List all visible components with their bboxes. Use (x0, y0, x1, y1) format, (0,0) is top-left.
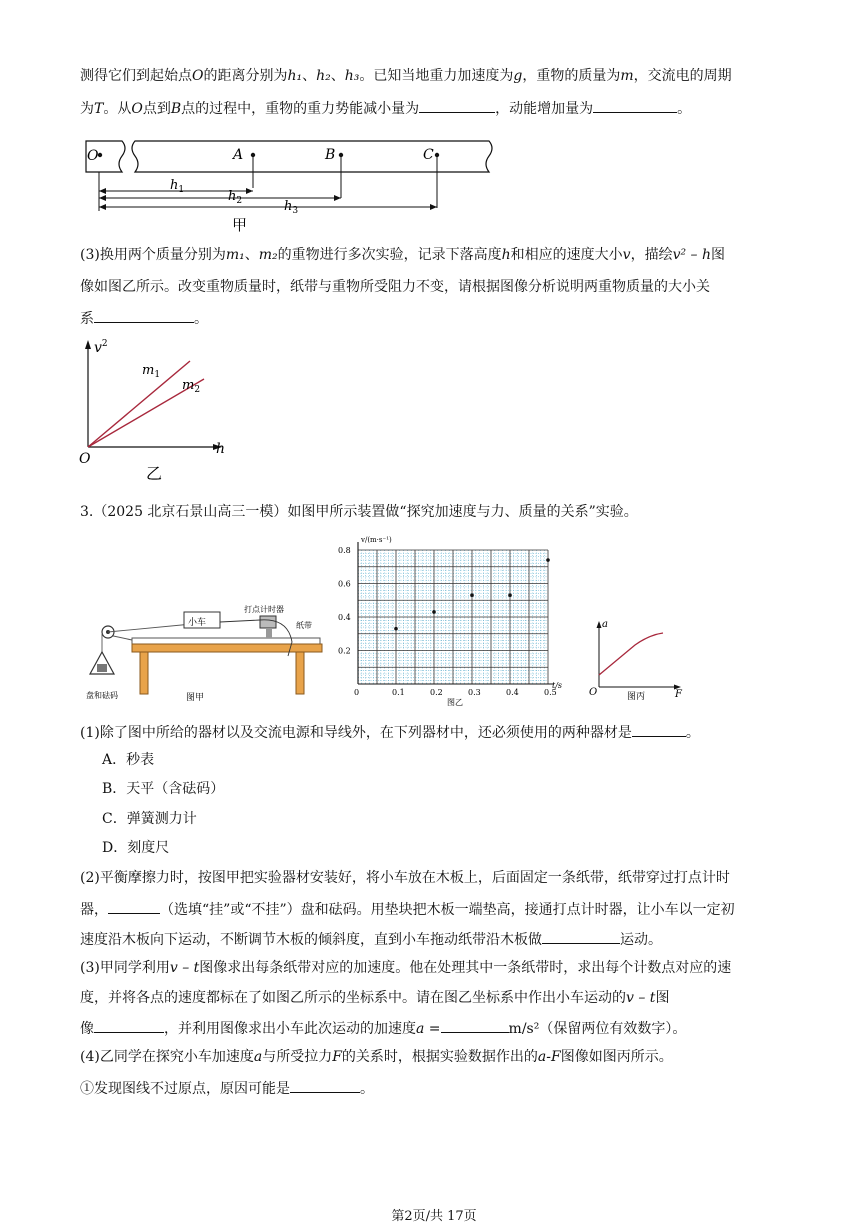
cart-label: 小车 (188, 618, 207, 628)
vt-chart (336, 532, 561, 707)
data-point (508, 593, 512, 597)
page-footer: 第2页/共 17页 (391, 1209, 477, 1224)
y-axis-label: v/(m·s⁻¹) (361, 536, 392, 544)
yi-caption: 乙 (146, 464, 163, 483)
option-B[interactable]: B．天平（含砝码） (102, 781, 225, 797)
tape-label-C: C (423, 147, 434, 163)
q2-text-line2: 为T。从O点到B点的过程中，重物的重力势能减小量为 ，动能增加量为 。 (80, 97, 691, 119)
aF-origin: O (589, 687, 598, 698)
aF-graph (585, 615, 685, 705)
answer-blank-hang[interactable] (108, 898, 160, 914)
tape-label-A: A (233, 147, 244, 163)
data-point (394, 627, 398, 631)
apparatus-caption: 图甲 (186, 693, 205, 703)
x-tick-label: 0 (354, 688, 360, 697)
tape-label-h3: $h_3$ (284, 199, 299, 216)
p3-q2-line3: 速度沿木板向下运动，不断调节木板的倾斜度，直到小车拖动纸带沿木板做 运动。 (80, 928, 662, 950)
apparatus-figure (86, 602, 331, 702)
x-axis-label: t/s (552, 681, 563, 690)
p3-q2-line2: 器， （选填“挂”或“不挂”）盘和砝码。用垫块把木板一端垫高，接通打点计时器，让小车以一定初 (80, 898, 735, 920)
p3-q3-line3: 像 ，并利用图像求出小车此次运动的加速度a = m/s²（保留两位有效数字）。 (80, 1017, 686, 1039)
v2-h-graph (76, 335, 236, 485)
answer-blank-motion[interactable] (542, 928, 620, 944)
tape-label-h2: $h_2$ (228, 189, 243, 206)
answer-blank-kinetic-energy[interactable] (593, 97, 677, 113)
a-axis-label: a (602, 619, 608, 630)
p3-q4-line1: (4)乙同学在探究小车加速度a与所受拉力F的关系时，根据实验数据作出的a-F图像如图丙所示。 (80, 1049, 673, 1065)
x-tick-label: 0.1 (392, 688, 405, 697)
origin-label: O (79, 451, 91, 467)
tape-figure (82, 136, 512, 236)
answer-blank-reason[interactable] (290, 1077, 360, 1093)
answer-blank-equipment[interactable] (632, 721, 686, 737)
data-point (470, 593, 474, 597)
tape-label-B: B (325, 147, 336, 163)
label-m2: $m_2$ (182, 378, 201, 395)
v2-axis-label: $v^2$ (94, 339, 108, 356)
aF-curve (599, 633, 663, 675)
p3-q3-line2: 度，并将各点的速度都标在了如图乙所示的坐标系中。请在图乙坐标系中作出小车运动的v – t图 (80, 990, 670, 1006)
answer-blank-mass-relation[interactable] (94, 307, 194, 323)
F-axis-label: F (675, 689, 682, 700)
tape-label-O: O (87, 148, 99, 164)
tape-caption: 甲 (232, 216, 248, 234)
y-tick-label: 0.4 (338, 613, 351, 622)
y-tick-label: 0.6 (338, 579, 351, 589)
q3-text-line3: 系 。 (80, 307, 208, 329)
answer-blank-potential-energy[interactable] (419, 97, 495, 113)
y-tick-label: 0.2 (338, 646, 351, 656)
option-D[interactable]: D．刻度尺 (102, 840, 170, 856)
x-tick-label: 0.5 (544, 688, 557, 697)
q3-text-line2: 像如图乙所示。改变重物质量时，纸带与重物所受阻力不变，请根据图像分析说明两重物质量的大小关 (80, 279, 710, 295)
line-m1 (88, 361, 190, 447)
problem-3-title: 3.（2025 北京石景山高三一模）如图甲所示装置做“探究加速度与力、质量的关系”实验。 (80, 504, 638, 520)
p3-q2-line1: (2)平衡摩擦力时，按图甲把实验器材安装好，将小车放在木板上，后面固定一条纸带，纸带穿过打点计时 (80, 870, 730, 886)
y-tick-label: 0.8 (338, 546, 351, 555)
tape-paper-label: 纸带 (296, 621, 312, 630)
p3-q3-line1: (3)甲同学利用v – t图像求出每条纸带对应的加速度。他在处理其中一条纸带时，求出每个计数点对应的速 (80, 960, 732, 976)
option-C[interactable]: C．弹簧测力计 (102, 811, 197, 827)
data-point (546, 558, 550, 562)
answer-blank-graph[interactable] (94, 1017, 164, 1033)
vt-caption: 图乙 (447, 698, 463, 707)
x-tick-label: 0.4 (506, 688, 519, 697)
p3-q1-text: (1)除了图中所给的器材以及交流电源和导线外，在下列器材中，还必须使用的两种器材是 。 (80, 721, 700, 743)
option-A[interactable]: A．秒表 (102, 752, 155, 768)
answer-blank-acceleration[interactable] (441, 1017, 509, 1033)
q2-text-line1: 测得它们到起始点O的距离分别为h₁、h₂、h₃。已知当地重力加速度为g，重物的质量为m，交流电的周期 (80, 68, 732, 84)
data-point (432, 610, 436, 614)
bing-caption: 图丙 (627, 692, 646, 702)
q3-text-line1: (3)换用两个质量分别为m₁、m₂的重物进行多次实验，记录下落高度h和相应的速度大小v，描绘v² – h图 (80, 247, 726, 263)
h-axis-label: h (216, 441, 226, 457)
timer-label: 打点计时器 (244, 605, 284, 614)
tape-label-h1: $h_1$ (170, 178, 185, 195)
p3-q4-sub1: ①发现图线不过原点，原因可能是 。 (80, 1077, 374, 1099)
hanger-label: 盘和砝码 (86, 691, 118, 700)
x-tick-label: 0.3 (468, 688, 481, 697)
x-tick-label: 0.2 (430, 688, 443, 697)
label-m1: $m_1$ (142, 363, 161, 380)
